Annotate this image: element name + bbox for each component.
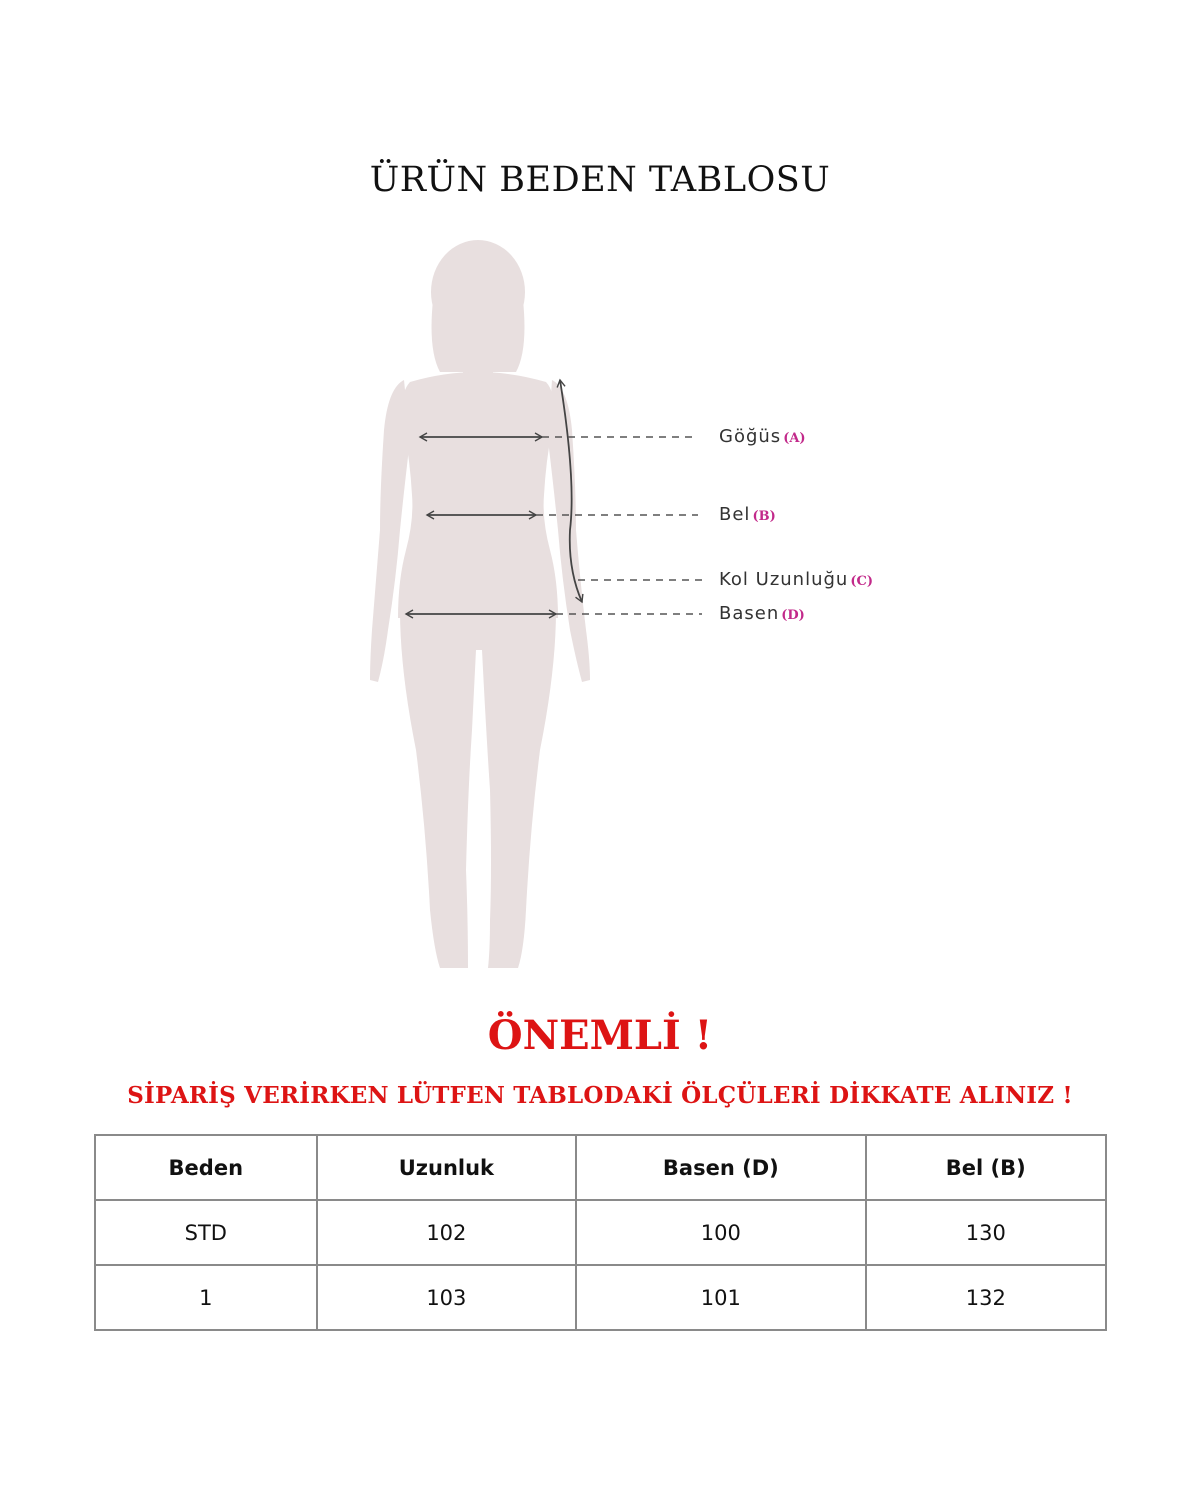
measurement-label-chest (719, 426, 806, 447)
cell-waist: 130 (866, 1200, 1106, 1265)
cell-hip: 101 (576, 1265, 865, 1330)
waist-code: (B) (752, 509, 776, 524)
cell-waist: 132 (866, 1265, 1106, 1330)
important-title: ÖNEMLİ ! (487, 1012, 713, 1059)
cell-size: STD (95, 1200, 317, 1265)
hip-label-text: Basen (719, 603, 780, 624)
sleeve-label-text: Kol Uzunluğu (719, 569, 849, 590)
table-row (95, 1265, 1106, 1330)
hip-code: (D) (781, 608, 805, 623)
measurement-label-hip (719, 603, 805, 624)
table-header-row (95, 1135, 1106, 1200)
cell-length: 102 (317, 1200, 577, 1265)
chest-label-text: Göğüs (719, 426, 782, 447)
woman-silhouette-icon (300, 230, 900, 990)
size-table (94, 1134, 1107, 1331)
table-row (95, 1200, 1106, 1265)
body-measurement-diagram (300, 230, 900, 990)
header-size: Beden (95, 1135, 317, 1200)
header-hip: Basen (D) (576, 1135, 865, 1200)
measurement-label-sleeve (719, 569, 873, 590)
cell-size: 1 (95, 1265, 317, 1330)
page-title: ÜRÜN BEDEN TABLOSU (369, 160, 831, 200)
cell-hip: 100 (576, 1200, 865, 1265)
header-waist: Bel (B) (866, 1135, 1106, 1200)
measurement-label-waist (719, 504, 776, 525)
important-note: SİPARİŞ VERİRKEN LÜTFEN TABLODAKİ ÖLÇÜLERİ DİKKATE ALINIZ ! (127, 1082, 1073, 1109)
waist-label-text: Bel (719, 504, 751, 525)
chest-code: (A) (783, 431, 806, 446)
sleeve-code: (C) (850, 574, 873, 589)
cell-length: 103 (317, 1265, 577, 1330)
header-length: Uzunluk (317, 1135, 577, 1200)
